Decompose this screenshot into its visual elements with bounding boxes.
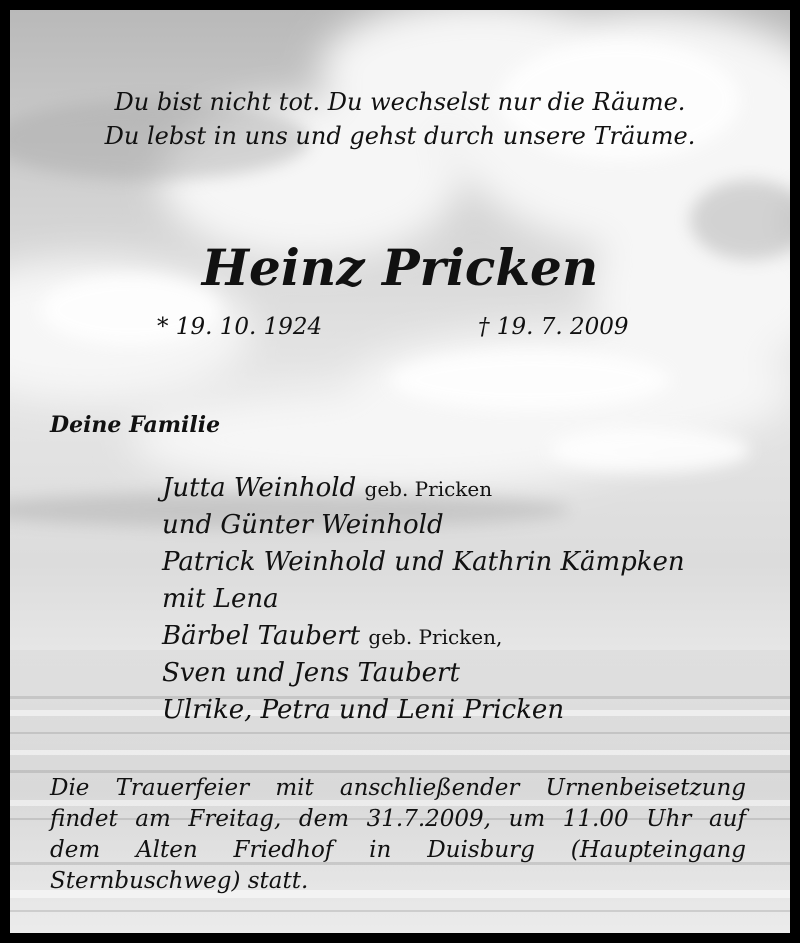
notice-line-4: Sternbuschweg) statt.: [50, 868, 309, 894]
notice-line-3: dem Alten Friedhof in Duisburg (Haupteingang: [50, 837, 746, 863]
member-name: Ulrike, Petra und Leni Pricken: [162, 695, 565, 725]
member-name: Sven und Jens Taubert: [162, 658, 460, 688]
notice-line-1: Die Trauerfeier mit anschließender Urnenbeisetzung: [50, 775, 746, 801]
member-name: Patrick Weinhold und Kathrin Kämpken: [162, 547, 685, 577]
member-name: Bärbel Taubert: [162, 621, 361, 651]
birth-date: * 19. 10. 1924: [157, 314, 323, 340]
quote-line-1: Du bist nicht tot. Du wechselst nur die Räume.: [114, 88, 686, 116]
notice-line-2: findet am Freitag, dem 31.7.2009, um 11.00 Uhr auf: [50, 806, 746, 832]
quote-line-2: Du lebst in uns und gehst durch unsere Träume.: [104, 122, 696, 150]
family-member: [162, 655, 460, 692]
member-name: mit Lena: [162, 584, 279, 614]
family-member: [162, 507, 444, 544]
deceased-name: Heinz Pricken: [201, 238, 599, 297]
family-member: [162, 470, 492, 508]
family-member: [162, 581, 279, 618]
member-name: und Günter Weinhold: [162, 510, 444, 540]
member-maiden-name: geb. Pricken,: [368, 625, 503, 649]
member-maiden-name: geb. Pricken: [364, 477, 493, 501]
death-date: † 19. 7. 2009: [478, 314, 629, 340]
family-member: [162, 692, 564, 729]
member-name: Jutta Weinhold: [162, 473, 357, 503]
obituary-card: [10, 10, 790, 933]
family-member: [162, 544, 685, 581]
family-heading: Deine Familie: [50, 412, 221, 438]
family-member: [162, 618, 502, 656]
